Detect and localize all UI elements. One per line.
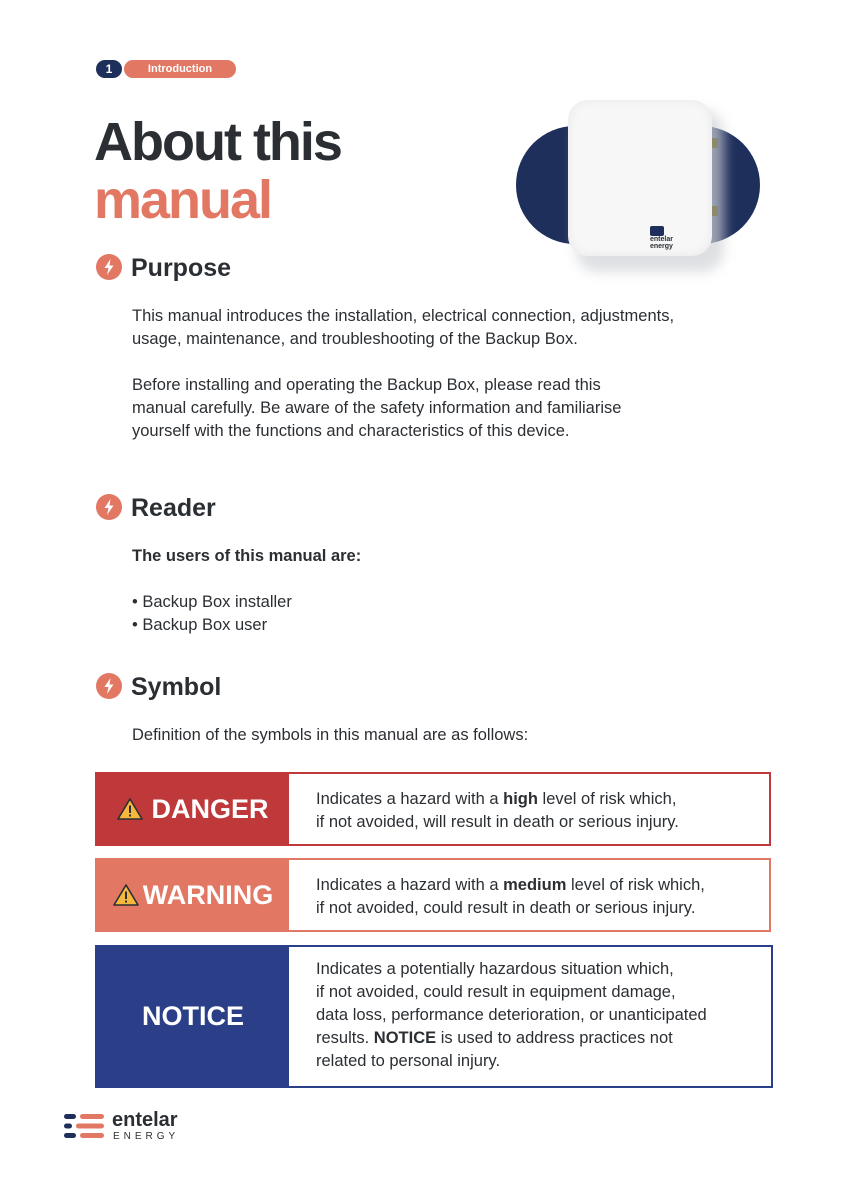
section-heading-symbol: Symbol <box>131 673 222 701</box>
text-line: manual carefully. Be aware of the safety information and familiarise <box>132 399 622 417</box>
notice-inline-bold: NOTICE <box>373 1029 437 1047</box>
purpose-paragraph-1 <box>132 305 674 351</box>
section-heading-reader: Reader <box>131 494 216 522</box>
warning-triangle-icon <box>113 883 139 907</box>
notice-description <box>316 958 761 1073</box>
chapter-number: 1 <box>96 60 122 78</box>
notice-row <box>95 945 773 1088</box>
product-logo <box>650 226 673 250</box>
text-line: Indicates a potentially hazardous situation which, <box>316 960 674 978</box>
page-title-line1: About this <box>94 112 341 172</box>
text-line: Indicates a hazard with a high level of risk which, <box>316 790 677 808</box>
warning-label: WARNING <box>142 879 274 910</box>
danger-description <box>316 788 759 834</box>
text-line: if not avoided, will result in death or serious injury. <box>316 813 679 831</box>
reader-list <box>132 591 292 637</box>
reader-intro: The users of this manual are: <box>132 547 362 565</box>
danger-row <box>95 772 771 846</box>
warning-description <box>316 874 759 920</box>
notice-label-cell <box>97 947 289 1086</box>
risk-level-medium: medium <box>503 876 567 894</box>
text-line: This manual introduces the installation, electrical connection, adjustments, <box>132 307 675 325</box>
list-item: • Backup Box installer <box>132 593 292 611</box>
risk-level-high: high <box>503 790 538 808</box>
lightning-bolt-icon <box>96 254 122 280</box>
mount-clip <box>712 138 718 148</box>
lightning-bolt-icon <box>96 673 122 699</box>
product-logo-line1: entelar <box>650 236 673 243</box>
section-heading-purpose: Purpose <box>131 254 232 282</box>
mount-clip <box>712 206 718 216</box>
lightning-bolt-icon <box>96 494 122 520</box>
page-title-line2: manual <box>94 170 272 230</box>
warning-row <box>95 858 771 932</box>
danger-label: DANGER <box>151 793 269 824</box>
text-line: if not avoided, could result in death or serious injury. <box>316 899 696 917</box>
text-line: data loss, performance deterioration, or unanticipated <box>316 1006 707 1024</box>
danger-label-cell <box>97 774 289 844</box>
notice-label: NOTICE <box>141 1001 244 1031</box>
warning-label-cell <box>97 860 289 930</box>
list-item: • Backup Box user <box>132 616 268 634</box>
text-line: usage, maintenance, and troubleshooting of the Backup Box. <box>132 330 578 348</box>
text-line: related to personal injury. <box>316 1052 501 1070</box>
text-line: results. NOTICE is used to address practices not <box>316 1029 673 1047</box>
chapter-label: Introduction <box>124 60 236 78</box>
entelar-logo-icon <box>64 1112 108 1145</box>
backup-box-front <box>568 100 712 256</box>
product-logo-line2: energy <box>650 243 673 250</box>
symbol-intro: Definition of the symbols in this manual are as follows: <box>132 726 529 744</box>
text-line: Indicates a hazard with a medium level of risk which, <box>316 876 705 894</box>
entelar-mark-icon <box>650 226 664 236</box>
footer-brand: entelar <box>112 1109 178 1131</box>
text-line: Before installing and operating the Backup Box, please read this <box>132 376 601 394</box>
purpose-paragraph-2 <box>132 374 621 443</box>
footer-brand-sub: ENERGY <box>113 1131 180 1142</box>
warning-triangle-icon <box>117 797 143 821</box>
text-line: yourself with the functions and characteristics of this device. <box>132 422 570 440</box>
text-line: if not avoided, could result in equipment damage, <box>316 983 676 1001</box>
